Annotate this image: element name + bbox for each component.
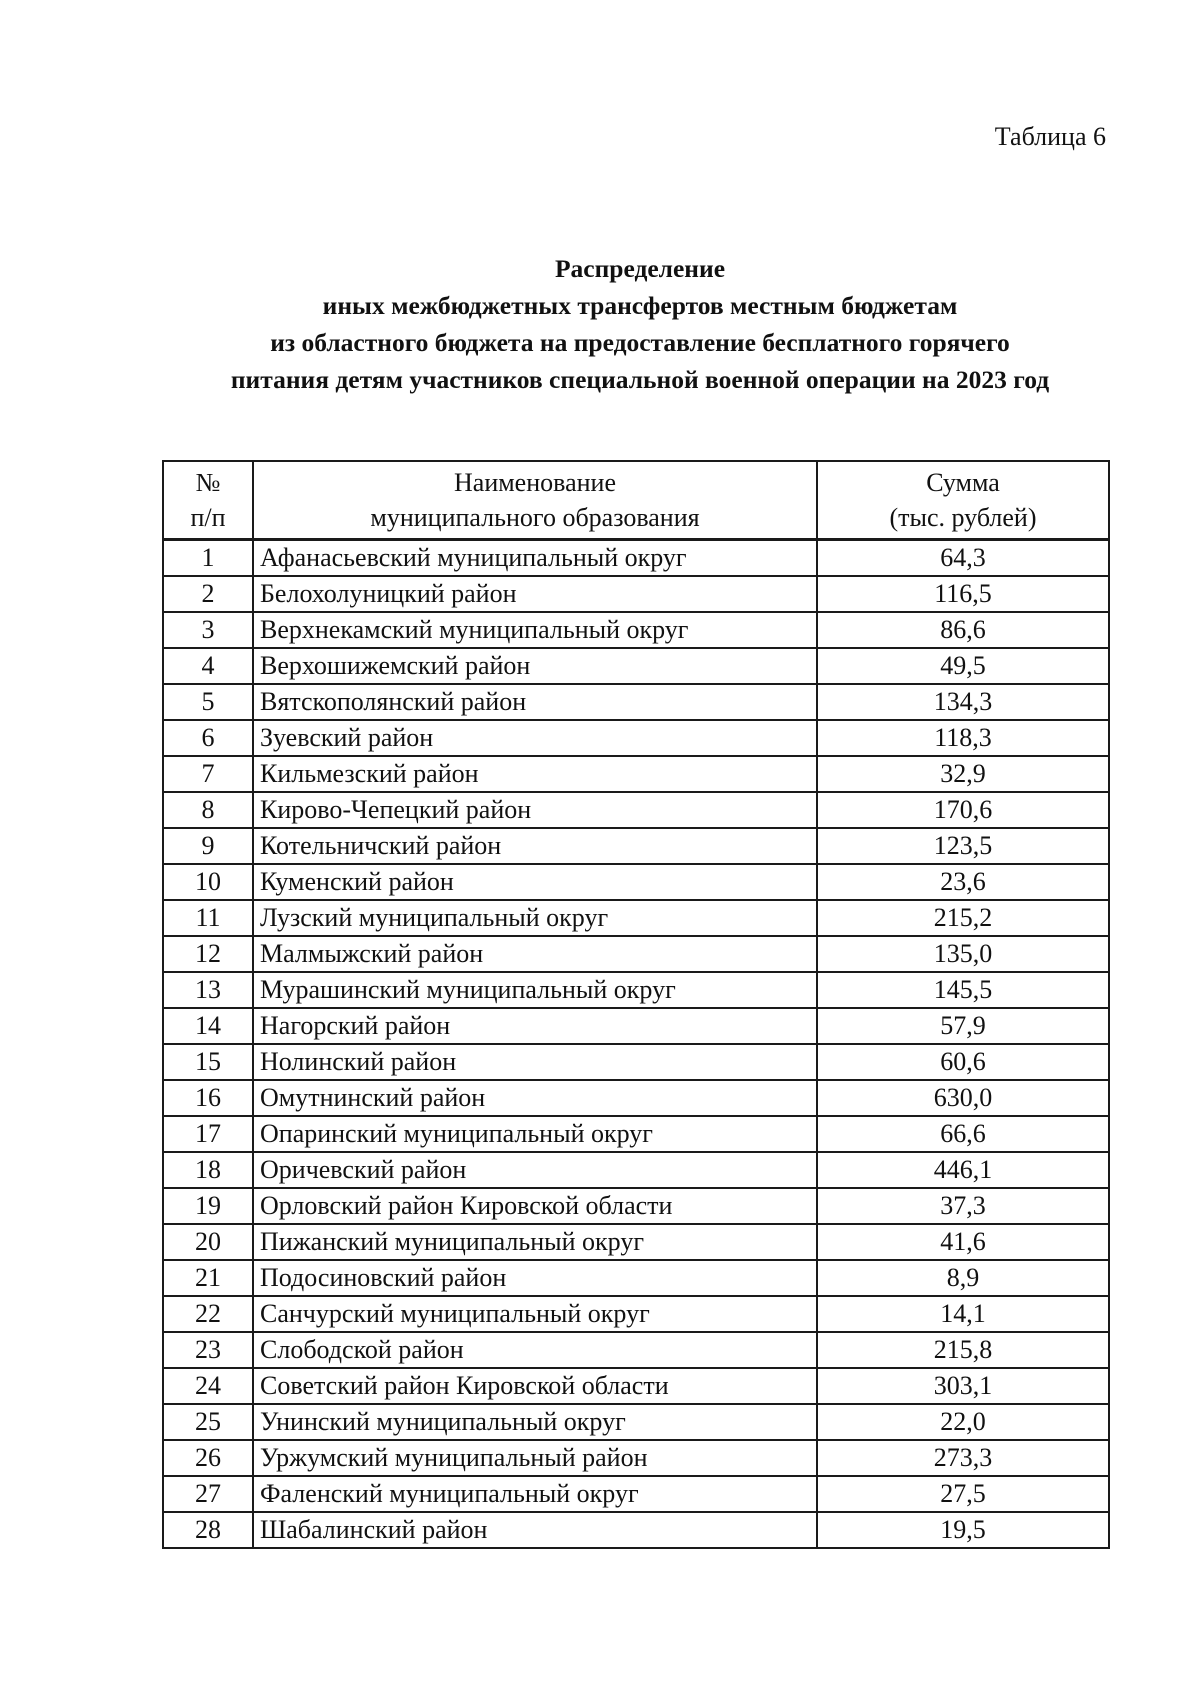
header-sum-line-2: (тыс. рублей): [889, 503, 1037, 532]
row-sum: 303,1: [817, 1368, 1109, 1404]
row-name: Вятскополянский район: [253, 684, 817, 720]
table-row: [163, 612, 1109, 648]
table-row: [163, 1152, 1109, 1188]
row-sum: 86,6: [817, 612, 1109, 648]
header-number-line-1: №: [195, 468, 221, 497]
row-number: 6: [163, 720, 253, 756]
table-row: [163, 684, 1109, 720]
row-number: 2: [163, 576, 253, 612]
row-sum: 134,3: [817, 684, 1109, 720]
row-sum: 49,5: [817, 648, 1109, 684]
row-number: 13: [163, 972, 253, 1008]
row-name: Уржумский муниципальный район: [253, 1440, 817, 1476]
table-row: [163, 1476, 1109, 1512]
row-name: Орловский район Кировской области: [253, 1188, 817, 1224]
header-name: [253, 461, 817, 540]
table-row: [163, 864, 1109, 900]
row-number: 24: [163, 1368, 253, 1404]
row-name: Кирово-Чепецкий район: [253, 792, 817, 828]
row-number: 15: [163, 1044, 253, 1080]
row-sum: 135,0: [817, 936, 1109, 972]
row-number: 21: [163, 1260, 253, 1296]
row-sum: 14,1: [817, 1296, 1109, 1332]
row-number: 19: [163, 1188, 253, 1224]
table-row: [163, 900, 1109, 936]
row-name: Афанасьевский муниципальный округ: [253, 540, 817, 577]
row-number: 1: [163, 540, 253, 577]
row-name: Зуевский район: [253, 720, 817, 756]
header-number: [163, 461, 253, 540]
row-sum: 64,3: [817, 540, 1109, 577]
table-row: [163, 1512, 1109, 1548]
row-sum: 27,5: [817, 1476, 1109, 1512]
heading-line-3: из областного бюджета на предоставление бесплатного горячего: [270, 328, 1010, 357]
table-row: [163, 1044, 1109, 1080]
row-number: 12: [163, 936, 253, 972]
table-row: [163, 576, 1109, 612]
row-sum: 123,5: [817, 828, 1109, 864]
header-number-line-2: п/п: [190, 503, 226, 532]
row-name: Мурашинский муниципальный округ: [253, 972, 817, 1008]
table-row: [163, 792, 1109, 828]
row-number: 23: [163, 1332, 253, 1368]
heading-line-4: питания детям участников специальной военной операции на 2023 год: [230, 365, 1050, 394]
row-sum: 118,3: [817, 720, 1109, 756]
row-number: 22: [163, 1296, 253, 1332]
row-sum: 57,9: [817, 1008, 1109, 1044]
row-number: 4: [163, 648, 253, 684]
row-number: 7: [163, 756, 253, 792]
table-row: [163, 540, 1109, 577]
table-row: [163, 1224, 1109, 1260]
table-row: [163, 972, 1109, 1008]
table-row: [163, 1404, 1109, 1440]
row-number: 9: [163, 828, 253, 864]
table-row: [163, 1368, 1109, 1404]
row-sum: 116,5: [817, 576, 1109, 612]
row-sum: 37,3: [817, 1188, 1109, 1224]
header-name-line-2: муниципального образования: [370, 503, 700, 532]
row-number: 11: [163, 900, 253, 936]
table-row: [163, 1440, 1109, 1476]
row-sum: 446,1: [817, 1152, 1109, 1188]
row-name: Кильмезский район: [253, 756, 817, 792]
row-sum: 215,2: [817, 900, 1109, 936]
table-body: [163, 540, 1109, 1549]
row-name: Шабалинский район: [253, 1512, 817, 1548]
row-number: 5: [163, 684, 253, 720]
row-name: Нагорский район: [253, 1008, 817, 1044]
row-number: 20: [163, 1224, 253, 1260]
header-sum-line-1: Сумма: [926, 468, 1000, 497]
heading-line-1: Распределение: [554, 254, 726, 283]
row-name: Котельничский район: [253, 828, 817, 864]
table-header-row: [163, 461, 1109, 540]
row-name: Пижанский муниципальный округ: [253, 1224, 817, 1260]
row-name: Фаленский муниципальный округ: [253, 1476, 817, 1512]
row-number: 26: [163, 1440, 253, 1476]
table-row: [163, 648, 1109, 684]
row-name: Оричевский район: [253, 1152, 817, 1188]
table-row: [163, 828, 1109, 864]
distribution-table: [162, 460, 1110, 1549]
row-number: 28: [163, 1512, 253, 1548]
row-name: Нолинский район: [253, 1044, 817, 1080]
row-name: Санчурский муниципальный округ: [253, 1296, 817, 1332]
row-name: Верхошижемский район: [253, 648, 817, 684]
row-sum: 60,6: [817, 1044, 1109, 1080]
table-row: [163, 1296, 1109, 1332]
table-row: [163, 1332, 1109, 1368]
table-row: [163, 1116, 1109, 1152]
row-sum: 19,5: [817, 1512, 1109, 1548]
table-number-label: Таблица 6: [994, 122, 1106, 151]
table-row: [163, 756, 1109, 792]
row-number: 3: [163, 612, 253, 648]
table-row: [163, 1260, 1109, 1296]
row-sum: 32,9: [817, 756, 1109, 792]
row-name: Белохолуницкий район: [253, 576, 817, 612]
row-name: Подосиновский район: [253, 1260, 817, 1296]
row-name: Лузский муниципальный округ: [253, 900, 817, 936]
row-number: 14: [163, 1008, 253, 1044]
row-name: Советский район Кировской области: [253, 1368, 817, 1404]
table-row: [163, 1080, 1109, 1116]
row-number: 10: [163, 864, 253, 900]
row-sum: 630,0: [817, 1080, 1109, 1116]
table-row: [163, 936, 1109, 972]
row-number: 18: [163, 1152, 253, 1188]
row-sum: 66,6: [817, 1116, 1109, 1152]
row-sum: 41,6: [817, 1224, 1109, 1260]
row-number: 27: [163, 1476, 253, 1512]
row-name: Малмыжский район: [253, 936, 817, 972]
row-number: 16: [163, 1080, 253, 1116]
header-name-line-1: Наименование: [454, 468, 616, 497]
row-name: Опаринский муниципальный округ: [253, 1116, 817, 1152]
row-sum: 273,3: [817, 1440, 1109, 1476]
row-number: 8: [163, 792, 253, 828]
row-number: 17: [163, 1116, 253, 1152]
row-number: 25: [163, 1404, 253, 1440]
document-heading: [160, 250, 1120, 398]
header-sum: [817, 461, 1109, 540]
row-name: Унинский муниципальный округ: [253, 1404, 817, 1440]
table-row: [163, 1008, 1109, 1044]
table-row: [163, 720, 1109, 756]
heading-line-2: иных межбюджетных трансфертов местным бюджетам: [322, 291, 958, 320]
row-name: Верхнекамский муниципальный округ: [253, 612, 817, 648]
row-sum: 170,6: [817, 792, 1109, 828]
row-name: Омутнинский район: [253, 1080, 817, 1116]
row-sum: 215,8: [817, 1332, 1109, 1368]
row-sum: 145,5: [817, 972, 1109, 1008]
table-row: [163, 1188, 1109, 1224]
row-sum: 8,9: [817, 1260, 1109, 1296]
row-name: Слободской район: [253, 1332, 817, 1368]
row-sum: 22,0: [817, 1404, 1109, 1440]
row-sum: 23,6: [817, 864, 1109, 900]
row-name: Куменский район: [253, 864, 817, 900]
